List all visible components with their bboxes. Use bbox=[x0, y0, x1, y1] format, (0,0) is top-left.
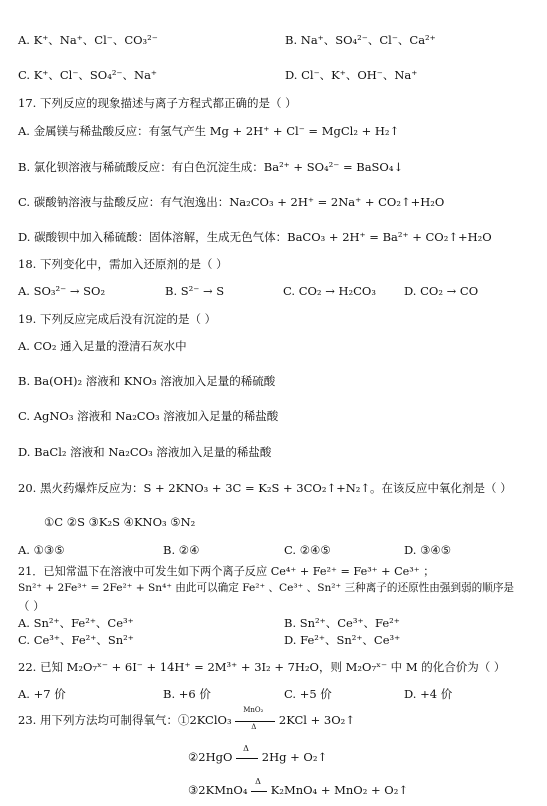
q18-option-a: A. SO₃²⁻ → SO₂ bbox=[18, 284, 106, 298]
q23-eq3-line bbox=[251, 791, 267, 792]
q23-eq3-left: ③2KMnO₄ bbox=[188, 783, 248, 797]
q22-option-c: C. +5 价 bbox=[284, 687, 332, 701]
q17-stem: 17. 下列反应的现象描述与离子方程式都正确的是（ ） bbox=[18, 96, 297, 110]
q21-option-d: D. Fe²⁺、Sn²⁺、Ce³⁺ bbox=[284, 633, 401, 647]
q18-option-b: B. S²⁻ → S bbox=[165, 284, 225, 298]
q23-eq3-right: K₂MnO₄ + MnO₂ + O₂↑ bbox=[270, 783, 408, 797]
q20-option-b: B. ②④ bbox=[163, 543, 200, 557]
q21-option-c: C. Ce³⁺、Fe²⁺、Sn²⁺ bbox=[18, 633, 134, 647]
q22-option-d: D. +4 价 bbox=[404, 687, 453, 701]
q17-option-c: C. 碳酸钠溶液与盐酸反应：有气泡逸出：Na₂CO₃ + 2H⁺ = 2Na⁺ + CO₂↑+H₂O bbox=[18, 195, 445, 209]
q21-option-b: B. Sn²⁺、Ce³⁺、Fe²⁺ bbox=[284, 616, 400, 630]
q19-option-d: D. BaCl₂ 溶液和 Na₂CO₃ 溶液加入足量的稀盐酸 bbox=[18, 445, 272, 459]
q18-stem: 18. 下列变化中，需加入还原剂的是（ ） bbox=[18, 257, 228, 271]
q18-option-c: C. CO₂ → H₂CO₃ bbox=[283, 284, 376, 298]
q17-option-d: D. 碳酸钡中加入稀硫酸：固体溶解，生成无色气体：BaCO₃ + 2H⁺ = Ba²⁺ + CO₂↑+H₂O bbox=[18, 230, 492, 244]
q20-option-d: D. ③④⑤ bbox=[404, 543, 452, 557]
q19-option-c: C. AgNO₃ 溶液和 Na₂CO₃ 溶液加入足量的稀盐酸 bbox=[18, 409, 279, 423]
q23-eq2 bbox=[188, 744, 328, 764]
q16-option-a: A. K⁺、Na⁺、Cl⁻、CO₃²⁻ bbox=[18, 33, 158, 47]
q21-stem-line1: 21．已知常温下在溶液中可发生如下两个离子反应 Ce⁴⁺ + Fe²⁺ = Fe³⁺ + Ce³⁺ ； bbox=[18, 565, 435, 578]
q23-eq1-cond-top: MnO₂ bbox=[243, 706, 264, 714]
q23-eq3 bbox=[188, 777, 408, 797]
q17-option-a: A. 金属镁与稀盐酸反应：有氢气产生 Mg + 2H⁺ + Cl⁻ = MgCl₂ + H₂↑ bbox=[18, 124, 400, 138]
q22-option-b: B. +6 价 bbox=[163, 687, 211, 701]
q23-eq3-arrow bbox=[251, 777, 267, 797]
q21-stem-line2: Sn²⁺ + 2Fe³⁺ = 2Fe²⁺ + Sn⁴⁺ 由此可以确定 Fe²⁺ 、Ce³⁺ 、Sn²⁺ 三种离子的还原性由强到弱的顺序是 bbox=[18, 582, 515, 594]
q20-option-c: C. ②④⑤ bbox=[284, 543, 331, 557]
q23-eq2-arrow bbox=[236, 744, 258, 764]
q21-option-a: A. Sn²⁺、Fe²⁺、Ce³⁺ bbox=[18, 616, 134, 630]
q23-stem-text: 23. 用下列方法均可制得氧气：①2KClO₃ bbox=[18, 713, 232, 727]
q22-option-a: A. +7 价 bbox=[18, 687, 66, 701]
q16-option-b: B. Na⁺、SO₄²⁻、Cl⁻、Ca²⁺ bbox=[285, 33, 436, 47]
q23-eq2-left: ②2HgO bbox=[188, 750, 233, 764]
q16-option-d: D. Cl⁻、K⁺、OH⁻、Na⁺ bbox=[285, 68, 418, 82]
q17-option-b: B. 氯化钡溶液与稀硫酸反应：有白色沉淀生成：Ba²⁺ + SO₄²⁻ = BaSO₄↓ bbox=[18, 160, 404, 174]
q23-stem bbox=[18, 706, 355, 731]
q16-option-c: C. K⁺、Cl⁻、SO₄²⁻、Na⁺ bbox=[18, 68, 157, 82]
q21-stem-line3: （ ） bbox=[18, 599, 45, 613]
q23-eq2-right: 2Hg + O₂↑ bbox=[261, 750, 328, 764]
q23-eq3-cond: Δ bbox=[255, 777, 261, 786]
q18-option-d: D. CO₂ → CO bbox=[404, 284, 479, 298]
q23-eq1-arrow bbox=[235, 706, 275, 731]
q23-eq1-line bbox=[235, 721, 275, 722]
q20-stem: 20. 黑火药爆炸反应为：S + 2KNO₃ + 3C = K₂S + 3CO₂↑+N₂↑。在该反应中氧化剂是（ ） bbox=[18, 481, 512, 495]
q22-stem: 22. 已知 M₂O₇ˣ⁻ + 6I⁻ + 14H⁺ = 2M³⁺ + 3I₂ + 7H₂O，则 M₂O₇ˣ⁻ 中 M 的化合价为（ ） bbox=[18, 660, 506, 674]
q23-eq1-cond-bottom: Δ bbox=[251, 723, 257, 731]
q20-choices: ①C ②S ③K₂S ④KNO₃ ⑤N₂ bbox=[44, 515, 196, 529]
q23-eq1-right: 2KCl + 3O₂↑ bbox=[278, 713, 355, 727]
q19-option-a: A. CO₂ 通入足量的澄清石灰水中 bbox=[18, 339, 187, 353]
q19-stem: 19. 下列反应完成后没有沉淀的是（ ） bbox=[18, 312, 217, 326]
q20-option-a: A. ①③⑤ bbox=[18, 543, 65, 557]
q19-option-b: B. Ba(OH)₂ 溶液和 KNO₃ 溶液加入足量的稀硫酸 bbox=[18, 374, 276, 388]
q23-eq2-cond: Δ bbox=[243, 744, 249, 753]
q23-eq2-line bbox=[236, 758, 258, 759]
